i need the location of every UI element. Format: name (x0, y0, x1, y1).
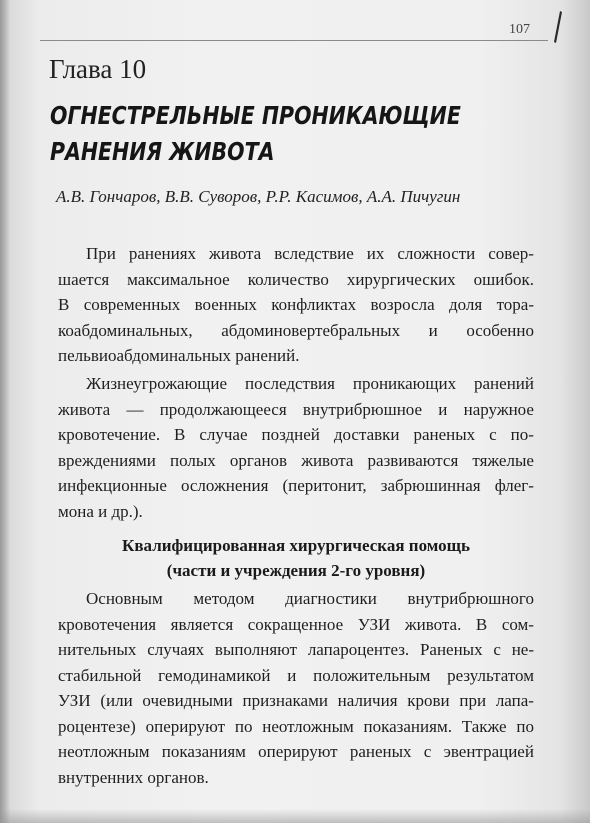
text-word: внутрибрюшного (407, 589, 534, 608)
text-word: с (493, 640, 501, 659)
text-word: УЗИ (357, 614, 391, 634)
text-word: Также (461, 716, 507, 736)
text-word: положительным (313, 665, 431, 685)
text-word: осложнения (180, 476, 269, 495)
page-edge-mark (550, 10, 564, 44)
text-word: вреждениями (58, 450, 156, 470)
text-word: наличия (337, 691, 398, 710)
text-word: При (86, 244, 116, 263)
text-word: неотложным (262, 716, 354, 736)
text-word: оперируют (145, 716, 226, 736)
text-word: вследствие (274, 244, 354, 263)
text-word: результатом (447, 665, 534, 685)
text-line (58, 765, 534, 791)
text-word: развиваются (367, 450, 459, 470)
text-line-content: внутренних органов. (58, 767, 209, 787)
text-word: забрюшинная (380, 476, 481, 495)
text-word: современных (83, 295, 181, 314)
text-word: случаях (147, 640, 205, 659)
text-line (58, 637, 534, 663)
text-word: ранений (474, 374, 534, 393)
page-number: 107 (509, 22, 530, 37)
text-word: В (475, 614, 488, 634)
text-word: коабдоминальных, (58, 320, 193, 340)
text-word: военных (194, 295, 257, 314)
text-word: по- (510, 425, 534, 444)
text-word: живота (58, 399, 111, 419)
text-word: стабильной (58, 665, 142, 685)
text-word: последствия (244, 374, 335, 393)
text-word: Жизнеугрожающие (86, 374, 228, 393)
chapter-title (50, 98, 476, 170)
paragraph-diagnostics (58, 586, 534, 790)
text-word: является (170, 614, 234, 634)
text-word: случае (199, 425, 248, 444)
text-word: ранениях (128, 244, 197, 263)
section-heading-line: Квалифицированная хирургическая помощь (122, 536, 470, 555)
text-line (58, 422, 534, 448)
text-word: внутрибрюшное (302, 399, 423, 419)
text-word: кровотечения (58, 614, 157, 634)
section-heading-line: (части и учреждения 2-го уровня) (166, 561, 426, 580)
header-rule (40, 40, 548, 41)
text-word: В (174, 425, 186, 444)
text-word: доставки (333, 425, 400, 444)
text-word: Раненых (419, 640, 483, 659)
text-word: сокращенное (247, 614, 344, 634)
text-word: и (287, 665, 297, 685)
text-line (58, 714, 534, 740)
text-line (58, 448, 534, 474)
text-word: при (459, 691, 487, 710)
text-word: живота. (404, 614, 462, 634)
paragraph-consequences (58, 371, 534, 524)
chapter-title-line: РАНЕНИЯ ЖИВОТА (50, 137, 275, 166)
text-word: проникающих (352, 374, 457, 393)
text-word: живота (301, 450, 354, 470)
text-word: доля (448, 295, 483, 314)
text-word: нительных (58, 640, 137, 659)
text-word: диагностики (285, 589, 377, 608)
text-word: раненых (413, 425, 476, 444)
text-word: гемодинамикой (158, 665, 271, 685)
text-word: сложности (397, 244, 476, 263)
text-word: особенно (466, 320, 534, 340)
text-word: тяжелые (472, 450, 534, 470)
text-line (58, 241, 534, 267)
text-word: показаниям. (363, 716, 452, 736)
text-word: их (366, 244, 385, 263)
text-word: лапароцентез. (307, 640, 410, 659)
text-line (58, 371, 534, 397)
text-word: эвентрацией (443, 742, 534, 761)
text-word: роцентезе) (58, 716, 136, 736)
text-word: признаками (242, 691, 328, 710)
text-line (58, 612, 534, 638)
text-word: с (489, 425, 497, 444)
text-word: ошибок. (473, 269, 534, 289)
text-word: конфликтах (271, 295, 357, 314)
text-word: продолжающееся (159, 399, 287, 419)
text-line (58, 397, 534, 423)
text-word: полых (170, 450, 216, 470)
text-word: поздней (261, 425, 320, 444)
text-word: флег- (494, 476, 534, 495)
text-word: по (234, 716, 253, 736)
text-word: Основным (86, 589, 163, 608)
page-bottom-shadow (0, 809, 590, 823)
text-word: крови (407, 691, 450, 710)
text-word: — (126, 399, 144, 419)
text-word: оперируют (258, 742, 338, 761)
text-word: В (58, 295, 70, 314)
text-word: с (423, 742, 432, 761)
chapter-title-line: ОГНЕСТРЕЛЬНЫЕ ПРОНИКАЮЩИЕ (50, 101, 461, 130)
text-word: и (428, 320, 438, 340)
text-word: органов (229, 450, 288, 470)
text-word: сом- (501, 614, 534, 634)
text-word: выполняют (214, 640, 298, 659)
text-line (58, 663, 534, 689)
text-word: неотложным (58, 742, 150, 761)
text-line (58, 688, 534, 714)
text-word: совер- (488, 244, 534, 263)
text-word: показаниям (161, 742, 246, 761)
text-word: максимальное (127, 269, 230, 289)
text-word: (перитонит, (282, 476, 367, 495)
text-word: и (438, 399, 448, 419)
text-word: живота (209, 244, 262, 263)
text-line-content: мона и др.). (58, 501, 143, 521)
paragraph-intro (58, 241, 534, 369)
text-word: кровотечение. (58, 425, 161, 444)
text-line (58, 499, 534, 525)
text-word: не- (511, 640, 534, 659)
text-line (58, 586, 534, 612)
text-word: наружное (463, 399, 534, 419)
chapter-label: Глава 10 (49, 54, 147, 84)
authors-line: А.В. Гончаров, В.В. Суворов, Р.Р. Касимов, А.А. Пичугин (56, 187, 461, 206)
text-word: количество (247, 269, 329, 289)
text-word: тора- (496, 295, 534, 314)
text-word: очевидными (142, 691, 233, 710)
text-word: хирургических (346, 269, 456, 289)
page-spine-shadow (0, 0, 10, 823)
text-word: по (516, 716, 534, 736)
text-word: (или (100, 691, 133, 710)
text-line (58, 267, 534, 293)
text-line (58, 318, 534, 344)
text-line (58, 343, 534, 369)
text-word: лапа- (495, 691, 534, 710)
text-word: раненых (349, 742, 412, 761)
text-word: шается (58, 269, 110, 289)
text-line (58, 292, 534, 318)
text-line (58, 473, 534, 499)
text-line (58, 739, 534, 765)
text-word: абдоминовертебральных (221, 320, 401, 340)
text-word: возросла (370, 295, 435, 314)
text-word: УЗИ (58, 691, 91, 710)
text-word: методом (193, 589, 255, 608)
section-heading (58, 533, 534, 583)
text-line-content: пельвиоабдоминальных ранений. (58, 346, 300, 365)
text-word: инфекционные (58, 476, 167, 495)
